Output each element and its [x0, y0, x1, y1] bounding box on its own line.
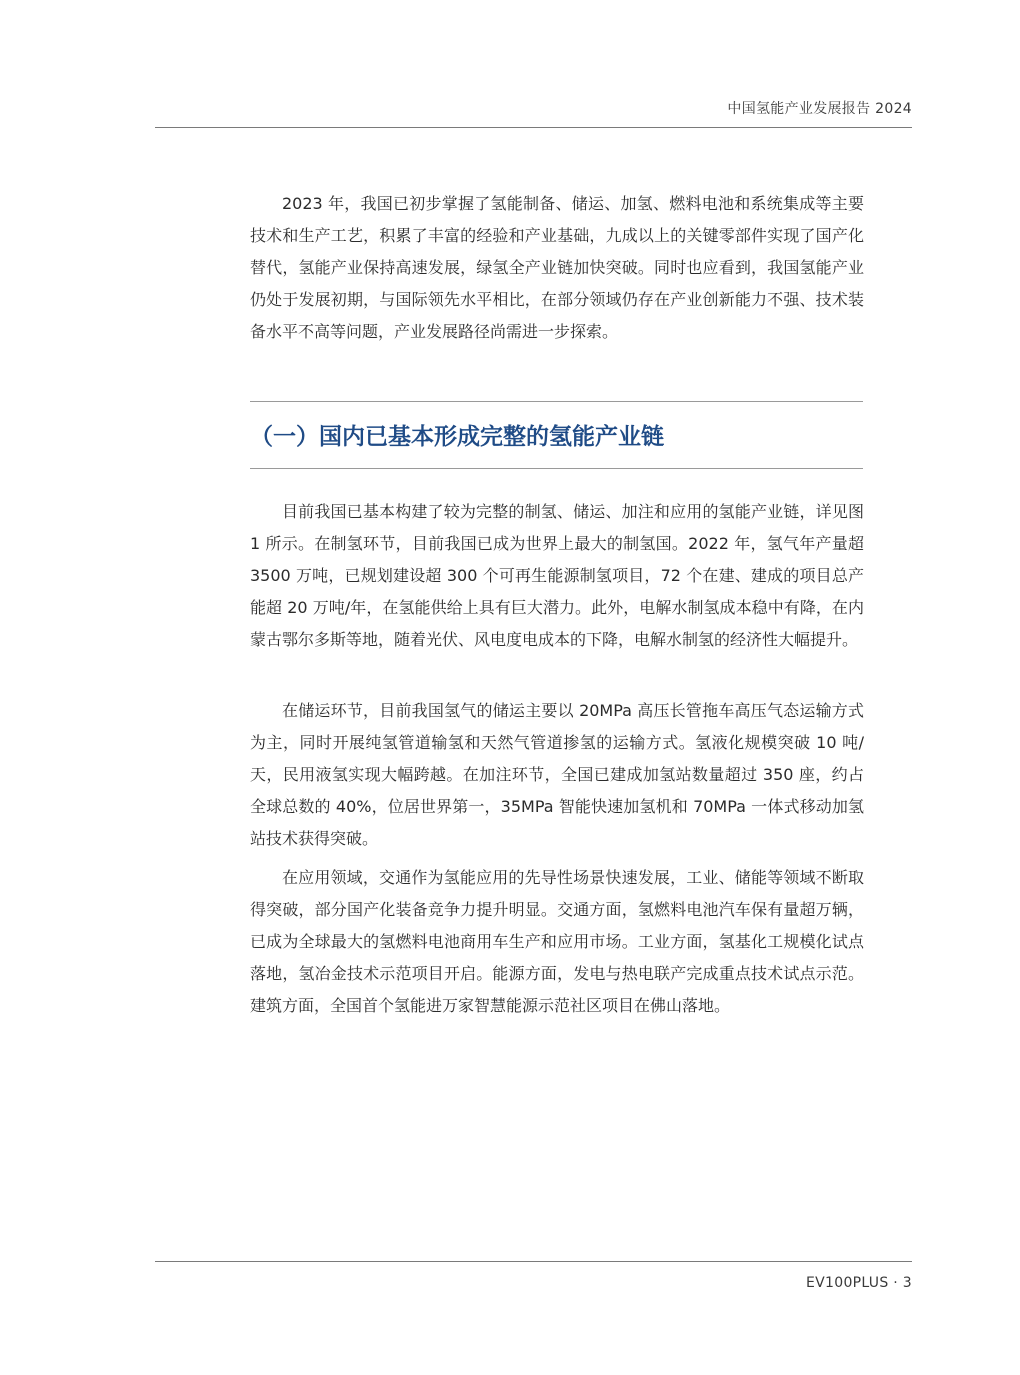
footer-page-label: EV100PLUS · 3 [806, 1275, 912, 1291]
running-header-title: 中国氢能产业发展报告 2024 [727, 101, 912, 117]
section-heading: （一）国内已基本形成完整的氢能产业链 [250, 424, 664, 450]
body-paragraph-storage-transport: 在储运环节，目前我国氢气的储运主要以 20MPa 高压长管拖车高压气态运输方式为主，同时开展纯氢管道输氢和天然气管道掺氢的运输方式。氢液化规模突破 10 吨/天，民用液氢实现大幅跨越。在加注环节，全国已建成加氢站数量超过 350 座，约占全球总数的 40%，位居世界第一，35MPa 智能快速加氢机和 70MPa 一体式移动加氢站技术获得突破。 [250, 701, 864, 848]
body-paragraph-applications: 在应用领域，交通作为氢能应用的先导性场景快速发展，工业、储能等领域不断取得突破，部分国产化装备竞争力提升明显。交通方面，氢燃料电池汽车保有量超万辆，已成为全球最大的氢燃料电池商用车生产和应用市场。工业方面，氢基化工规模化试点落地，氢冶金技术示范项目开启。能源方面，发电与热电联产完成重点技术试点示范。建筑方面，全国首个氢能进万家智慧能源示范社区项目在佛山落地。 [250, 868, 864, 1015]
header-divider [155, 127, 912, 128]
section-top-divider [250, 401, 863, 402]
intro-paragraph: 2023 年，我国已初步掌握了氢能制备、储运、加氢、燃料电池和系统集成等主要技术和生产工艺，积累了丰富的经验和产业基础，九成以上的关键零部件实现了国产化替代，氢能产业保持高速发展，绿氢全产业链加快突破。同时也应看到，我国氢能产业仍处于发展初期，与国际领先水平相比，在部分领域仍存在产业创新能力不强、技术装备水平不高等问题，产业发展路径尚需进一步探索。 [250, 194, 864, 341]
section-bottom-divider [250, 468, 863, 469]
footer-divider [155, 1261, 912, 1262]
body-paragraph-hydrogen-production: 目前我国已基本构建了较为完整的制氢、储运、加注和应用的氢能产业链，详见图 1 所示。在制氢环节，目前我国已成为世界上最大的制氢国。2022 年，氢气年产量超 3500 万吨，已规划建设超 300 个可再生能源制氢项目，72 个在建、建成的项目总产能超 20 万吨/年，在氢能供给上具有巨大潜力。此外，电解水制氢成本稳中有降，在内蒙古鄂尔多斯等地，随着光伏、风电度电成本的下降，电解水制氢的经济性大幅提升。 [250, 502, 864, 649]
